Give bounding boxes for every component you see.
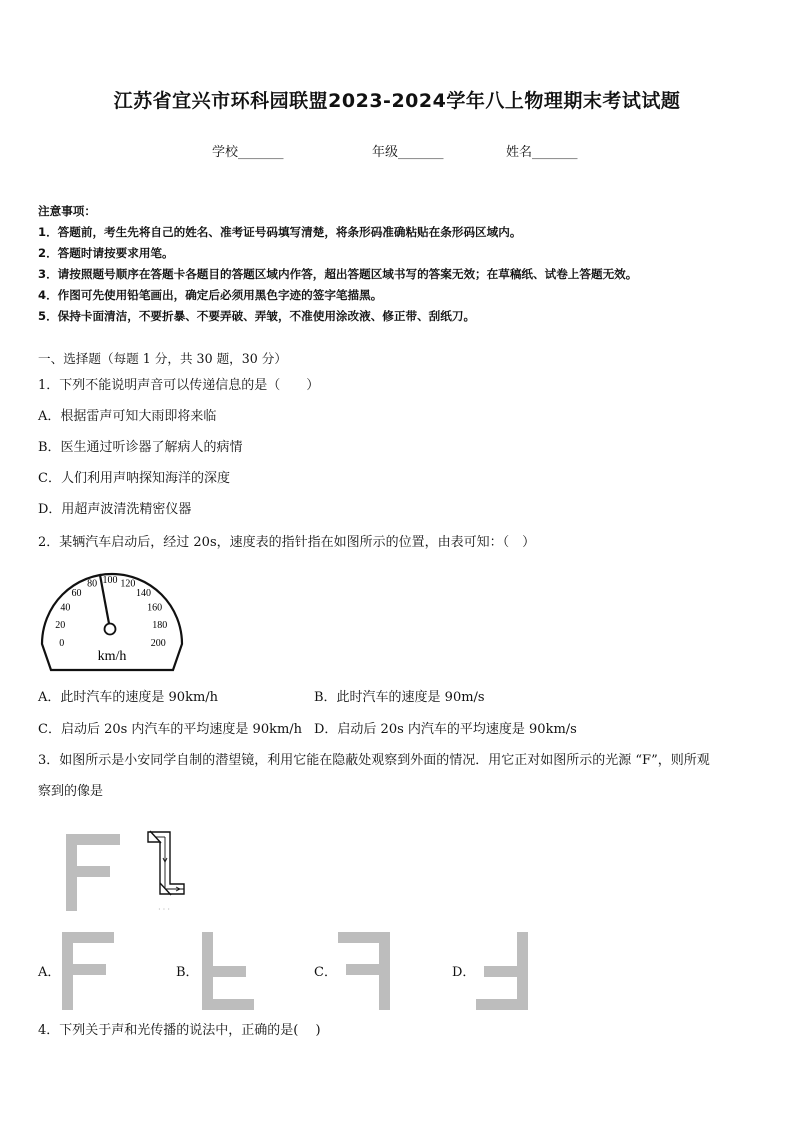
notice-item-3: 3．请按照题号顺序在答题卡各题目的答题区域内作答，超出答题区域书写的答案无效；在草稿纸、试卷上答题无效。 bbox=[38, 267, 638, 281]
q3-option-d-label: D． bbox=[452, 965, 476, 980]
periscope bbox=[148, 831, 184, 895]
school-blank: _______ bbox=[238, 145, 284, 160]
speedometer-tick-120: 120 bbox=[120, 578, 136, 590]
name-field bbox=[506, 141, 578, 160]
speedometer-figure bbox=[38, 562, 186, 674]
speedometer-tick-100: 100 bbox=[102, 575, 118, 586]
speedometer-tick-180: 180 bbox=[152, 619, 168, 631]
periscope-caption-mark: · · · bbox=[158, 905, 170, 914]
q3-option-a-image bbox=[58, 928, 116, 1012]
q3-option-c-label: C． bbox=[314, 965, 337, 980]
page-title: 江苏省宜兴市环科园联盟2023-2024学年八上物理期末考试试题 bbox=[113, 90, 681, 112]
notice-item-2: 2．答题时请按要求用笔。 bbox=[38, 246, 174, 260]
q3-stem-line2: 察到的像是 bbox=[38, 784, 104, 799]
q2-option-c: C．启动后 20s 内汽车的平均速度是 90km/h bbox=[38, 722, 303, 737]
q2-option-a: A．此时汽车的速度是 90km/h bbox=[38, 690, 219, 705]
school-label: 学校 bbox=[212, 145, 239, 160]
q1-option-d: D．用超声波清洗精密仪器 bbox=[38, 502, 192, 517]
notice-item-1: 1．答题前，考生先将自己的姓名、准考证号码填写清楚，将条形码准确粘贴在条形码区域内。 bbox=[38, 225, 522, 239]
speedometer-tick-160: 160 bbox=[147, 602, 163, 614]
q3-option-d-image bbox=[474, 928, 532, 1012]
notice-item-4: 4．作图可先使用铅笔画出，确定后必须用黑色字迹的签字笔描黑。 bbox=[38, 288, 383, 302]
grade-blank: _______ bbox=[398, 145, 444, 160]
q3-option-c-image bbox=[336, 928, 394, 1012]
speedometer-tick-0: 0 bbox=[59, 637, 65, 649]
q3-option-b-image bbox=[198, 928, 256, 1012]
light-source-f bbox=[66, 834, 120, 911]
notice-item-5: 5．保持卡面清洁，不要折暴、不要弄破、弄皱，不准使用涂改液、修正带、刮纸刀。 bbox=[38, 309, 476, 323]
q3-stem-line1: 3．如图所示是小安同学自制的潜望镜，利用它能在隐蔽处观察到外面的情况．用它正对如图所示的光源 “F”，则所观 bbox=[38, 753, 710, 768]
q1-option-a: A．根据雷声可知大雨即将来临 bbox=[38, 409, 217, 424]
q4-stem: 4．下列关于声和光传播的说法中，正确的是( ) bbox=[38, 1023, 321, 1038]
notice-heading: 注意事项： bbox=[38, 204, 96, 218]
q1-stem: 1．下列不能说明声音可以传递信息的是（ ） bbox=[38, 378, 320, 393]
speedometer-tick-60: 60 bbox=[71, 587, 82, 599]
q3-option-a-label: A． bbox=[38, 965, 61, 980]
speedometer-tick-80: 80 bbox=[87, 578, 98, 590]
q2-option-d: D．启动后 20s 内汽车的平均速度是 90km/s bbox=[314, 722, 577, 737]
name-blank: _______ bbox=[532, 145, 578, 160]
speedometer-hub bbox=[105, 624, 116, 635]
speedometer-tick-140: 140 bbox=[136, 587, 151, 599]
grade-label: 年级 bbox=[372, 145, 399, 160]
speedometer-unit: km/h bbox=[97, 649, 127, 664]
grade-field bbox=[372, 141, 444, 160]
q3-source-figure bbox=[60, 826, 200, 916]
section-heading: 一、选择题（每题 1 分，共 30 题，30 分） bbox=[38, 351, 287, 366]
name-label: 姓名 bbox=[506, 145, 533, 160]
q3-option-b-label: B． bbox=[176, 965, 199, 980]
q1-option-b: B．医生通过听诊器了解病人的病情 bbox=[38, 440, 243, 455]
q2-option-b: B．此时汽车的速度是 90m/s bbox=[314, 690, 485, 705]
speedometer-tick-200: 200 bbox=[150, 637, 166, 649]
q1-option-c: C．人们利用声呐探知海洋的深度 bbox=[38, 471, 230, 486]
speedometer-tick-20: 20 bbox=[55, 619, 66, 631]
q2-stem: 2．某辆汽车启动后，经过 20s，速度表的指针指在如图所示的位置，由表可知：（ ） bbox=[38, 535, 536, 550]
school-field bbox=[212, 141, 284, 160]
speedometer-tick-40: 40 bbox=[60, 602, 71, 614]
